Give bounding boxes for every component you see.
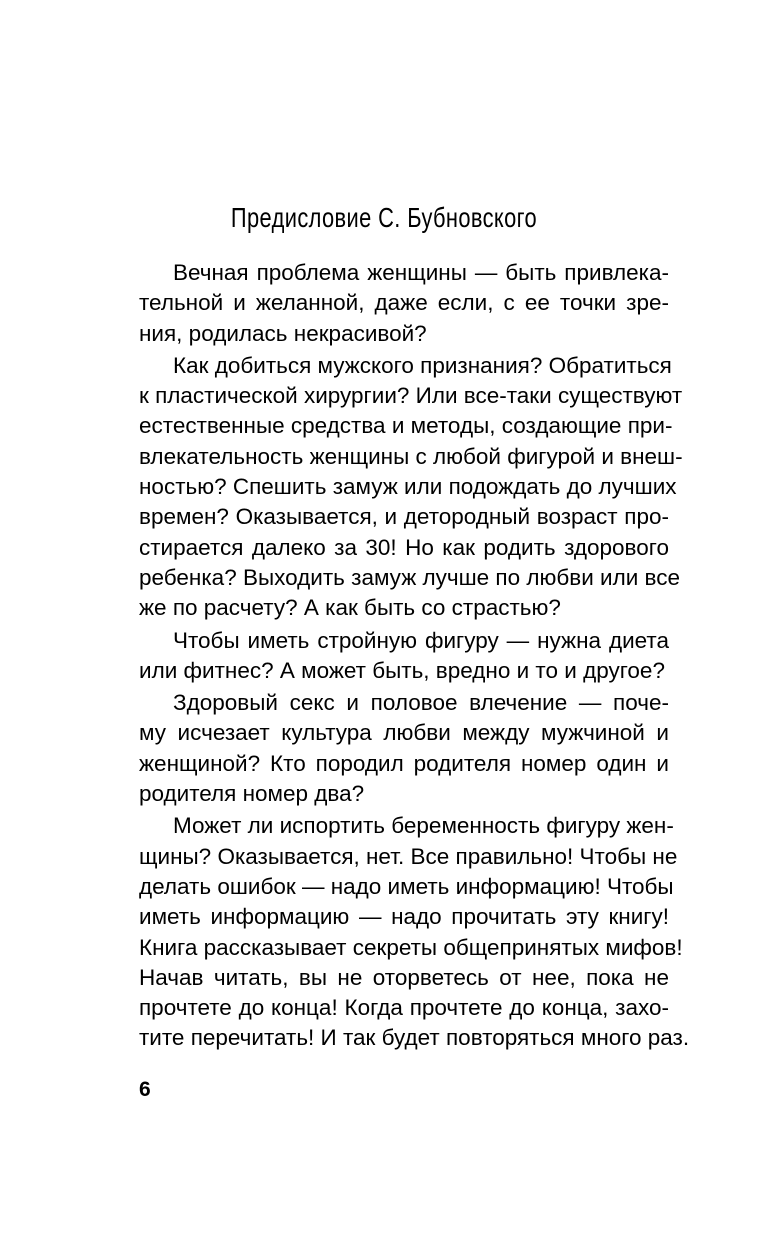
text-line: ния, родилась некрасивой? — [139, 320, 427, 346]
text-line: Начав читать, вы не оторветесь от нее, пока не — [139, 964, 669, 990]
text-line: стирается далеко за 30! Но как родить здорового — [139, 534, 669, 560]
text-line: к пластической хирургии? Или все-таки существуют — [139, 383, 683, 409]
text-line: Вечная проблема женщины — быть привлека- — [173, 260, 669, 285]
page-number: 6 — [139, 1078, 151, 1101]
text-line: му исчезает культура любви между мужчиной и — [139, 720, 669, 746]
text-line: тельной и желанной, даже если, с ее точки зре- — [139, 290, 669, 316]
text-line: ребенка? Выходить замуж лучше по любви или все — [139, 564, 680, 590]
text-line: же по расчету? А как быть со страстью? — [139, 595, 561, 621]
text-line: влекательность женщины с любой фигурой и внеш- — [139, 443, 683, 469]
text-line: Книга рассказывает секреты общепринятых мифов! — [139, 934, 683, 960]
text-line: времен? Оказывается, и детородный возраст про- — [139, 504, 669, 530]
text-line: щины? Оказывается, нет. Все правильно! Чтобы не — [139, 843, 678, 869]
text-line: иметь информацию — надо прочитать эту книгу! — [139, 904, 669, 930]
text-line: женщиной? Кто породил родителя номер один и — [139, 750, 669, 776]
text-line: естественные средства и методы, создающие при- — [139, 413, 673, 439]
text-line: ностью? Спешить замуж или подождать до лучших — [139, 474, 677, 500]
text-line: Чтобы иметь стройную фигуру — нужна диета — [173, 627, 669, 653]
text-line: Может ли испортить беременность фигуру жен- — [173, 813, 674, 839]
text-line: Как добиться мужского признания? Обратиться — [173, 352, 672, 378]
body-text — [139, 258, 690, 1054]
text-line: тите перечитать! И так будет повторяться много раз. — [139, 1025, 690, 1051]
text-line: Здоровый секс и половое влечение — поче- — [173, 690, 669, 716]
page-title: Предисловие С. Бубновского — [230, 202, 538, 233]
text-line: родителя номер два? — [139, 781, 365, 807]
text-line: или фитнес? А может быть, вредно и то и другое? — [139, 657, 665, 683]
text-line: прочтете до конца! Когда прочтете до конца, захо- — [139, 995, 669, 1021]
text-line: делать ошибок — надо иметь информацию! Чтобы — [139, 873, 674, 899]
